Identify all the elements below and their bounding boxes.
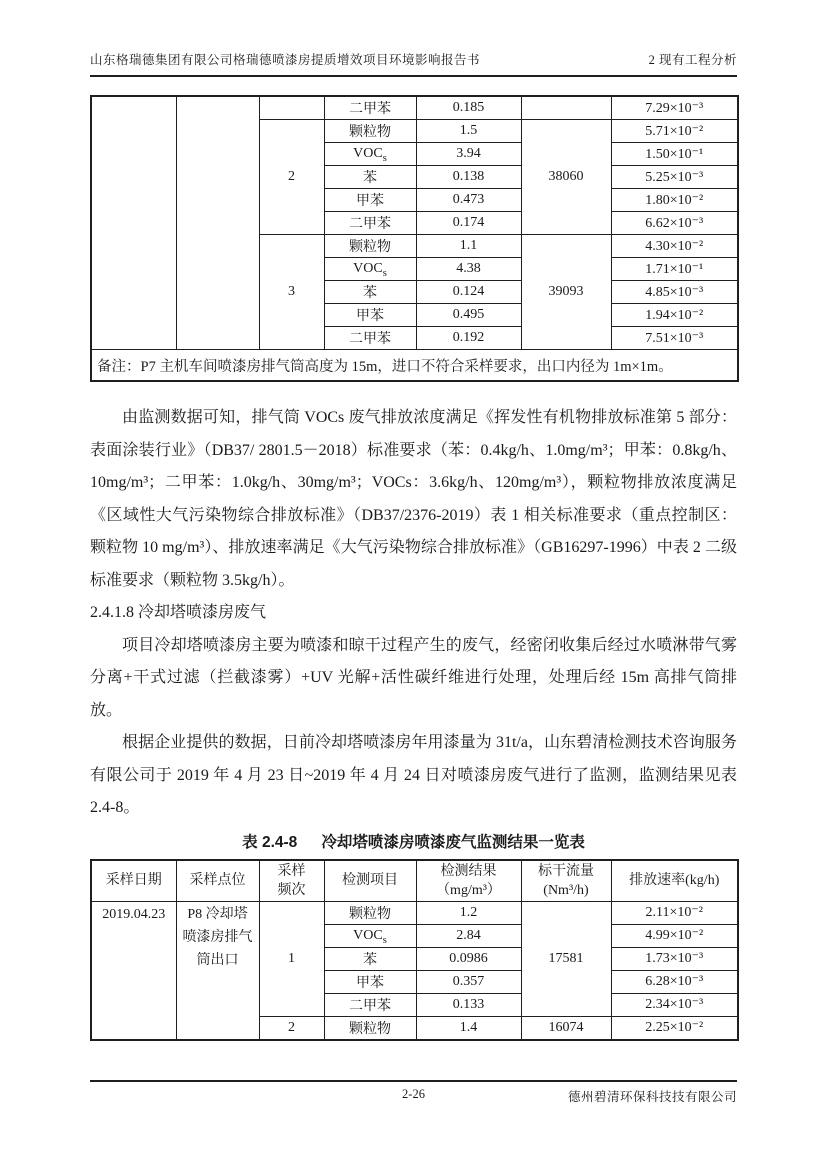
cell-rate: 4.30×10⁻² bbox=[611, 235, 738, 258]
cell-result: 1.4 bbox=[416, 1016, 521, 1040]
item-text: VOC bbox=[353, 261, 383, 276]
cell-item bbox=[324, 143, 416, 166]
item-text: 二甲苯 bbox=[349, 332, 391, 347]
item-text: 颗粒物 bbox=[349, 125, 391, 140]
col-header-result bbox=[416, 860, 521, 902]
cell-rate: 1.71×10⁻¹ bbox=[611, 258, 738, 281]
item-text: VOC bbox=[353, 927, 383, 943]
cell-result: 0.185 bbox=[416, 96, 521, 120]
cell-result: 0.495 bbox=[416, 304, 521, 327]
cell-rate: 1.73×10⁻³ bbox=[611, 947, 738, 970]
cell-flow: 17581 bbox=[521, 901, 611, 1016]
cell-flow: 39093 bbox=[521, 235, 611, 350]
note-text: 备注：P7 主机车间喷漆房排气筒高度为 15m，进口不符合采样要求，出口内径为 1m×1m。 bbox=[91, 350, 738, 382]
cell-result: 2.84 bbox=[416, 924, 521, 947]
cell-item bbox=[324, 189, 416, 212]
table-row bbox=[91, 901, 738, 924]
cooling-tower-monitoring-table bbox=[90, 859, 739, 1041]
cell-rate: 5.71×10⁻² bbox=[611, 120, 738, 143]
cell-rate: 6.62×10⁻³ bbox=[611, 212, 738, 235]
cell-item bbox=[324, 970, 416, 993]
cell-item bbox=[324, 96, 416, 120]
cell-item bbox=[324, 947, 416, 970]
header-line: 频次 bbox=[277, 882, 306, 898]
cell-result: 0.357 bbox=[416, 970, 521, 993]
item-text: 苯 bbox=[363, 286, 377, 301]
paragraph: 根据企业提供的数据，日前冷却塔喷漆房年用漆量为 31t/a，山东碧清检测技术咨询服务有限公司于 2019 年 4 月 23 日~2019 年 4 月 24 日对喷漆房废气进行了监测，监测结果见表 2.4-8。 bbox=[90, 734, 737, 816]
page-footer bbox=[90, 1080, 737, 1105]
header-line: 检测结果 bbox=[440, 863, 497, 879]
cell-result: 1.1 bbox=[416, 235, 521, 258]
cell-result: 0.473 bbox=[416, 189, 521, 212]
cell-item bbox=[324, 993, 416, 1016]
note-row bbox=[91, 350, 738, 382]
cell-frequency: 1 bbox=[259, 901, 324, 1016]
cell-flow: 38060 bbox=[521, 120, 611, 235]
cell-frequency: 2 bbox=[259, 1016, 324, 1040]
cell-item bbox=[324, 304, 416, 327]
footer-row bbox=[90, 1087, 737, 1105]
header-line: 标干流量 bbox=[538, 863, 594, 879]
cell-item bbox=[324, 281, 416, 304]
cell-sample-site: P8 冷却塔喷漆房排气筒出口 bbox=[176, 901, 259, 1040]
paint-booth-monitoring-table-continued bbox=[90, 95, 739, 382]
caption-label: 表 2.4-8 bbox=[242, 833, 298, 851]
cell-result: 0.124 bbox=[416, 281, 521, 304]
cell-rate: 5.25×10⁻³ bbox=[611, 166, 738, 189]
cell-frequency: 2 bbox=[259, 120, 324, 235]
cell-result: 0.174 bbox=[416, 212, 521, 235]
item-text: 颗粒物 bbox=[349, 906, 391, 922]
item-text: VOC bbox=[353, 146, 383, 161]
cell-rate: 7.29×10⁻³ bbox=[611, 96, 738, 120]
cell-rate: 1.94×10⁻² bbox=[611, 304, 738, 327]
item-text: 二甲苯 bbox=[349, 217, 391, 232]
cell-rate: 1.50×10⁻¹ bbox=[611, 143, 738, 166]
report-title: 山东格瑞德集团有限公司格瑞德喷漆房提质增效项目环境影响报告书 bbox=[90, 53, 481, 67]
cell-result: 1.2 bbox=[416, 901, 521, 924]
cell-frequency: 3 bbox=[259, 235, 324, 350]
header-line: 采样 bbox=[277, 863, 306, 879]
item-text: 二甲苯 bbox=[349, 102, 391, 117]
cell-rate: 2.11×10⁻² bbox=[611, 901, 738, 924]
cell-rate: 1.80×10⁻² bbox=[611, 189, 738, 212]
col-header-rate: 排放速率(kg/h) bbox=[611, 860, 738, 902]
table-row bbox=[91, 96, 738, 120]
item-text: 甲苯 bbox=[356, 309, 384, 324]
cell-result: 0.138 bbox=[416, 166, 521, 189]
item-subscript: s bbox=[382, 267, 387, 279]
cell-rate: 4.85×10⁻³ bbox=[611, 281, 738, 304]
table-caption bbox=[90, 830, 737, 852]
col-header-sample-site: 采样点位 bbox=[176, 860, 259, 902]
cell-flow: 16074 bbox=[521, 1016, 611, 1040]
cell-frequency bbox=[259, 96, 324, 120]
item-text: 甲苯 bbox=[356, 194, 384, 209]
company-name: 德州碧清环保科技技有限公司 bbox=[567, 1090, 737, 1104]
paragraph: 项目冷却塔喷漆房主要为喷漆和晾干过程产生的废气，经密闭收集后经过水喷淋带气雾分离+干式过滤（拦截漆雾）+UV 光解+活性碳纤维进行处理，处理后经 15m 高排气筒排放。 bbox=[90, 636, 737, 719]
cell-flow bbox=[521, 96, 611, 120]
item-text: 苯 bbox=[363, 171, 377, 186]
cell-item bbox=[324, 901, 416, 924]
col-header-frequency bbox=[259, 860, 324, 902]
item-text: 颗粒物 bbox=[349, 240, 391, 255]
cell-result: 0.133 bbox=[416, 993, 521, 1016]
page-content bbox=[90, 0, 737, 1041]
cell-rate: 6.28×10⁻³ bbox=[611, 970, 738, 993]
caption-title: 冷却塔喷漆房喷漆废气监测结果一览表 bbox=[321, 833, 585, 851]
cell-rate: 2.34×10⁻³ bbox=[611, 993, 738, 1016]
header-line: （mg/m³） bbox=[436, 882, 501, 898]
col-header-item: 检测项目 bbox=[324, 860, 416, 902]
page-header bbox=[90, 0, 737, 77]
cell-result: 1.5 bbox=[416, 120, 521, 143]
cell-item bbox=[324, 212, 416, 235]
cell-result: 4.38 bbox=[416, 258, 521, 281]
cell-item bbox=[324, 258, 416, 281]
cell-result: 3.94 bbox=[416, 143, 521, 166]
cell-rate: 7.51×10⁻³ bbox=[611, 327, 738, 350]
table-header-row bbox=[91, 860, 738, 902]
paragraph: 由监测数据可知，排气筒 VOCs 废气排放浓度满足《挥发性有机物排放标准第 5 部分：表面涂装行业》（DB37/ 2801.5－2018）标准要求（苯：0.4kg/h、1.0mg/m³；甲苯：0.8kg/h、10mg/m³；二甲苯：1.0kg/h、30mg/m³；VOCs：3.6kg/h、120mg/m³），颗粒物排放浓度满足《区域性大气污染物综合排放标准》（DB37/2376-2019）表 1 相关标准要求（重点控制区：颗粒物 10 mg/m³）、排放速率满足《大气污染物综合排放标准》（GB16297-1996）中表 2 二级标准要求（颗粒物 3.5kg/h）。 bbox=[90, 409, 737, 589]
item-text: 苯 bbox=[363, 952, 377, 968]
cell-sample-date: 2019.04.23 bbox=[91, 901, 176, 1040]
item-text: 甲苯 bbox=[356, 975, 384, 991]
cell-item bbox=[324, 924, 416, 947]
cell-rate: 2.25×10⁻² bbox=[611, 1016, 738, 1040]
section-heading: 2.4.1.8 冷却塔喷漆房废气 bbox=[90, 604, 267, 621]
cell-item bbox=[324, 166, 416, 189]
page-number: 2-26 bbox=[402, 1087, 425, 1101]
cell-result: 0.192 bbox=[416, 327, 521, 350]
col-header-sample-date: 采样日期 bbox=[91, 860, 176, 902]
cell-item bbox=[324, 327, 416, 350]
item-text: 二甲苯 bbox=[349, 998, 391, 1014]
item-text: 颗粒物 bbox=[349, 1021, 391, 1037]
col-header-flow bbox=[521, 860, 611, 902]
chapter-label: 2 现有工程分析 bbox=[648, 53, 737, 67]
header-line: (Nm³/h) bbox=[543, 882, 589, 898]
cell-result: 0.0986 bbox=[416, 947, 521, 970]
item-subscript: s bbox=[382, 152, 387, 164]
cell-sample-date-empty bbox=[91, 96, 176, 350]
cell-rate: 4.99×10⁻² bbox=[611, 924, 738, 947]
cell-item bbox=[324, 235, 416, 258]
cell-item bbox=[324, 1016, 416, 1040]
cell-item bbox=[324, 120, 416, 143]
item-subscript: s bbox=[382, 934, 387, 946]
cell-sample-site-empty bbox=[176, 96, 259, 350]
